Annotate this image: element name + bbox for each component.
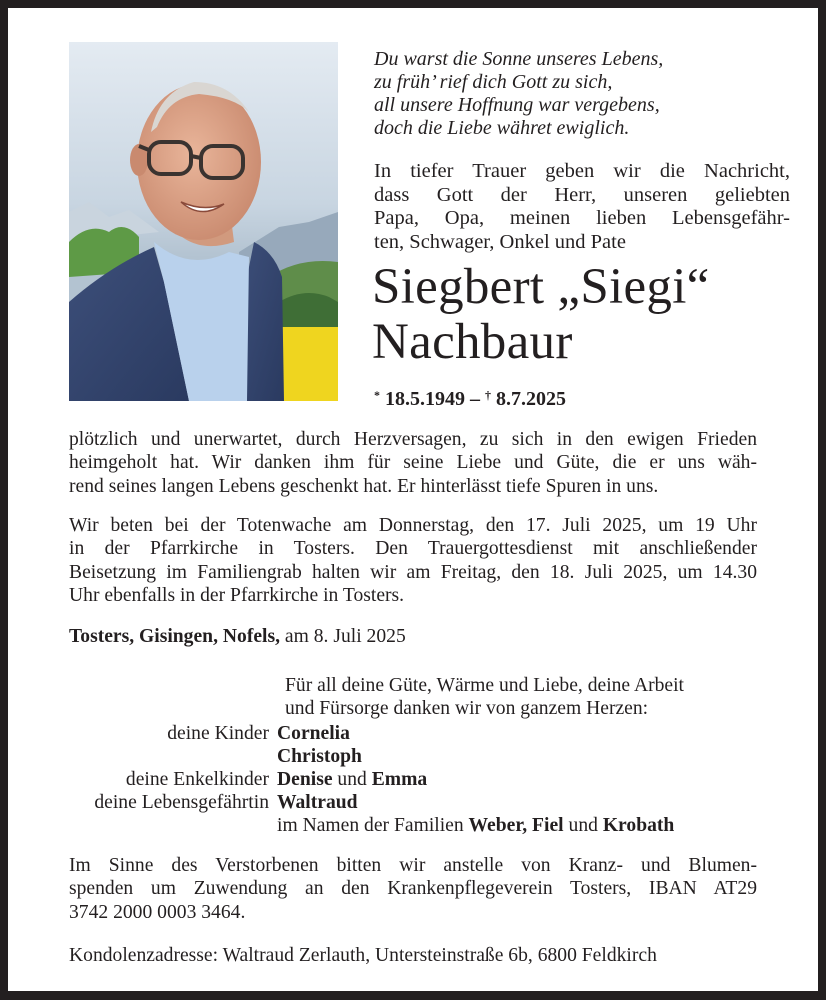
family-name: Krobath [602, 815, 675, 836]
mourner-label: deine Enkelkinder [125, 769, 269, 790]
paragraph-line: plötzlich und unerwartet, durch Herzversagen, zu sich in den ewigen Frieden [69, 429, 757, 450]
paragraph-line: rend seines langen Lebens geschenkt hat. Er hinterlässt tiefe Spuren in uns. [69, 475, 659, 497]
paragraph-line: spenden um Zuwendung an den Krankenpflegeverein Tosters, IBAN AT29 [69, 878, 757, 900]
portrait-photo [69, 42, 338, 401]
poem [374, 48, 794, 140]
paragraph-funeral-details [69, 514, 757, 607]
portrait-photo-icon [69, 42, 338, 401]
mourner-row-children-2 [69, 745, 674, 768]
paragraph-line: Beisetzung im Familiengrab halten wir am Freitag, den 18. Juli 2025, um 14.30 [69, 561, 757, 583]
intro-line: Papa, Opa, meinen lieben Lebensgefähr- [374, 207, 790, 229]
poem-line: all unsere Hoffnung war vergebens, [374, 94, 660, 116]
deceased-name [372, 260, 710, 370]
mourner-name: Christoph [277, 746, 362, 767]
families-prefix: im Namen der Familien [277, 815, 464, 836]
mourner-label: deine Lebensgefährtin [94, 792, 269, 813]
birth-star-icon: * [374, 388, 380, 402]
mourners-list [69, 722, 674, 837]
name-line-2: Nachbaur [372, 314, 573, 370]
death-date: 8.7.2025 [496, 388, 566, 410]
mourner-label: deine Kinder [167, 723, 269, 744]
paragraph-line: 3742 2000 0003 3464. [69, 901, 246, 923]
mourner-name: Waltraud [277, 792, 358, 813]
paragraph-line: Wir beten bei der Totenwache am Donnerstag, den 17. Juli 2025, um 19 Uhr [69, 515, 757, 536]
poem-line: Du warst die Sonne unseres Lebens, [374, 48, 664, 70]
mourner-row-families [69, 814, 674, 837]
mourner-name: Emma [371, 769, 428, 790]
paragraph-line: in der Pfarrkirche in Tosters. Den Trauergottesdienst mit anschließender [69, 538, 757, 560]
mourner-name: Denise [277, 769, 333, 790]
paragraph-line: Im Sinne des Verstorbenen bitten wir anstelle von Kranz- und Blumen- [69, 855, 757, 876]
places: Tosters, Gisingen, Nofels, [69, 626, 281, 647]
date-separator: – [470, 388, 480, 410]
poem-line: doch die Liebe währet ewiglich. [374, 117, 630, 139]
intro-text [374, 160, 790, 254]
obituary-page [8, 8, 818, 991]
paragraph-line: Uhr ebenfalls in der Pfarrkirche in Tosters. [69, 584, 405, 606]
paragraph-donation [69, 854, 757, 924]
place-and-date [69, 625, 406, 648]
intro-line: dass Gott der Herr, unseren geliebten [374, 183, 790, 206]
mourner-label-empty [69, 814, 277, 837]
mourner-row-grandchildren [69, 768, 674, 791]
conjunction: und [568, 815, 598, 836]
death-cross-icon: † [485, 388, 491, 402]
mourner-name: Cornelia [277, 723, 350, 744]
paragraph-death-notice [69, 428, 757, 498]
poem-line: zu früh’ rief dich Gott zu sich, [374, 71, 613, 93]
thanks-line: und Fürsorge danken wir von ganzem Herzen: [285, 698, 649, 719]
birth-date: 18.5.1949 [385, 388, 465, 410]
condolence-address: Kondolenzadresse: Waltraud Zerlauth, Untersteinstraße 6b, 6800 Feldkirch [69, 945, 657, 966]
thanks-text [285, 674, 684, 720]
mourner-names [277, 768, 427, 791]
life-dates [374, 383, 566, 411]
intro-line: In tiefer Trauer geben wir die Nachricht, [374, 160, 790, 182]
paragraph-line: heimgeholt hat. Wir danken ihm für seine Liebe und Güte, die er uns wäh- [69, 452, 757, 474]
notice-date: am 8. Juli 2025 [284, 626, 406, 647]
name-line-1: Siegbert „Siegi“ [372, 259, 710, 315]
mourner-row-children [69, 722, 674, 745]
thanks-line: Für all deine Güte, Wärme und Liebe, deine Arbeit [285, 675, 685, 696]
conjunction: und [337, 769, 367, 790]
mourner-families [277, 814, 674, 837]
family-names: Weber, Fiel [468, 815, 564, 836]
intro-line: ten, Schwager, Onkel und Pate [374, 230, 626, 253]
mourner-label-empty [69, 745, 277, 768]
mourner-row-partner [69, 791, 674, 814]
